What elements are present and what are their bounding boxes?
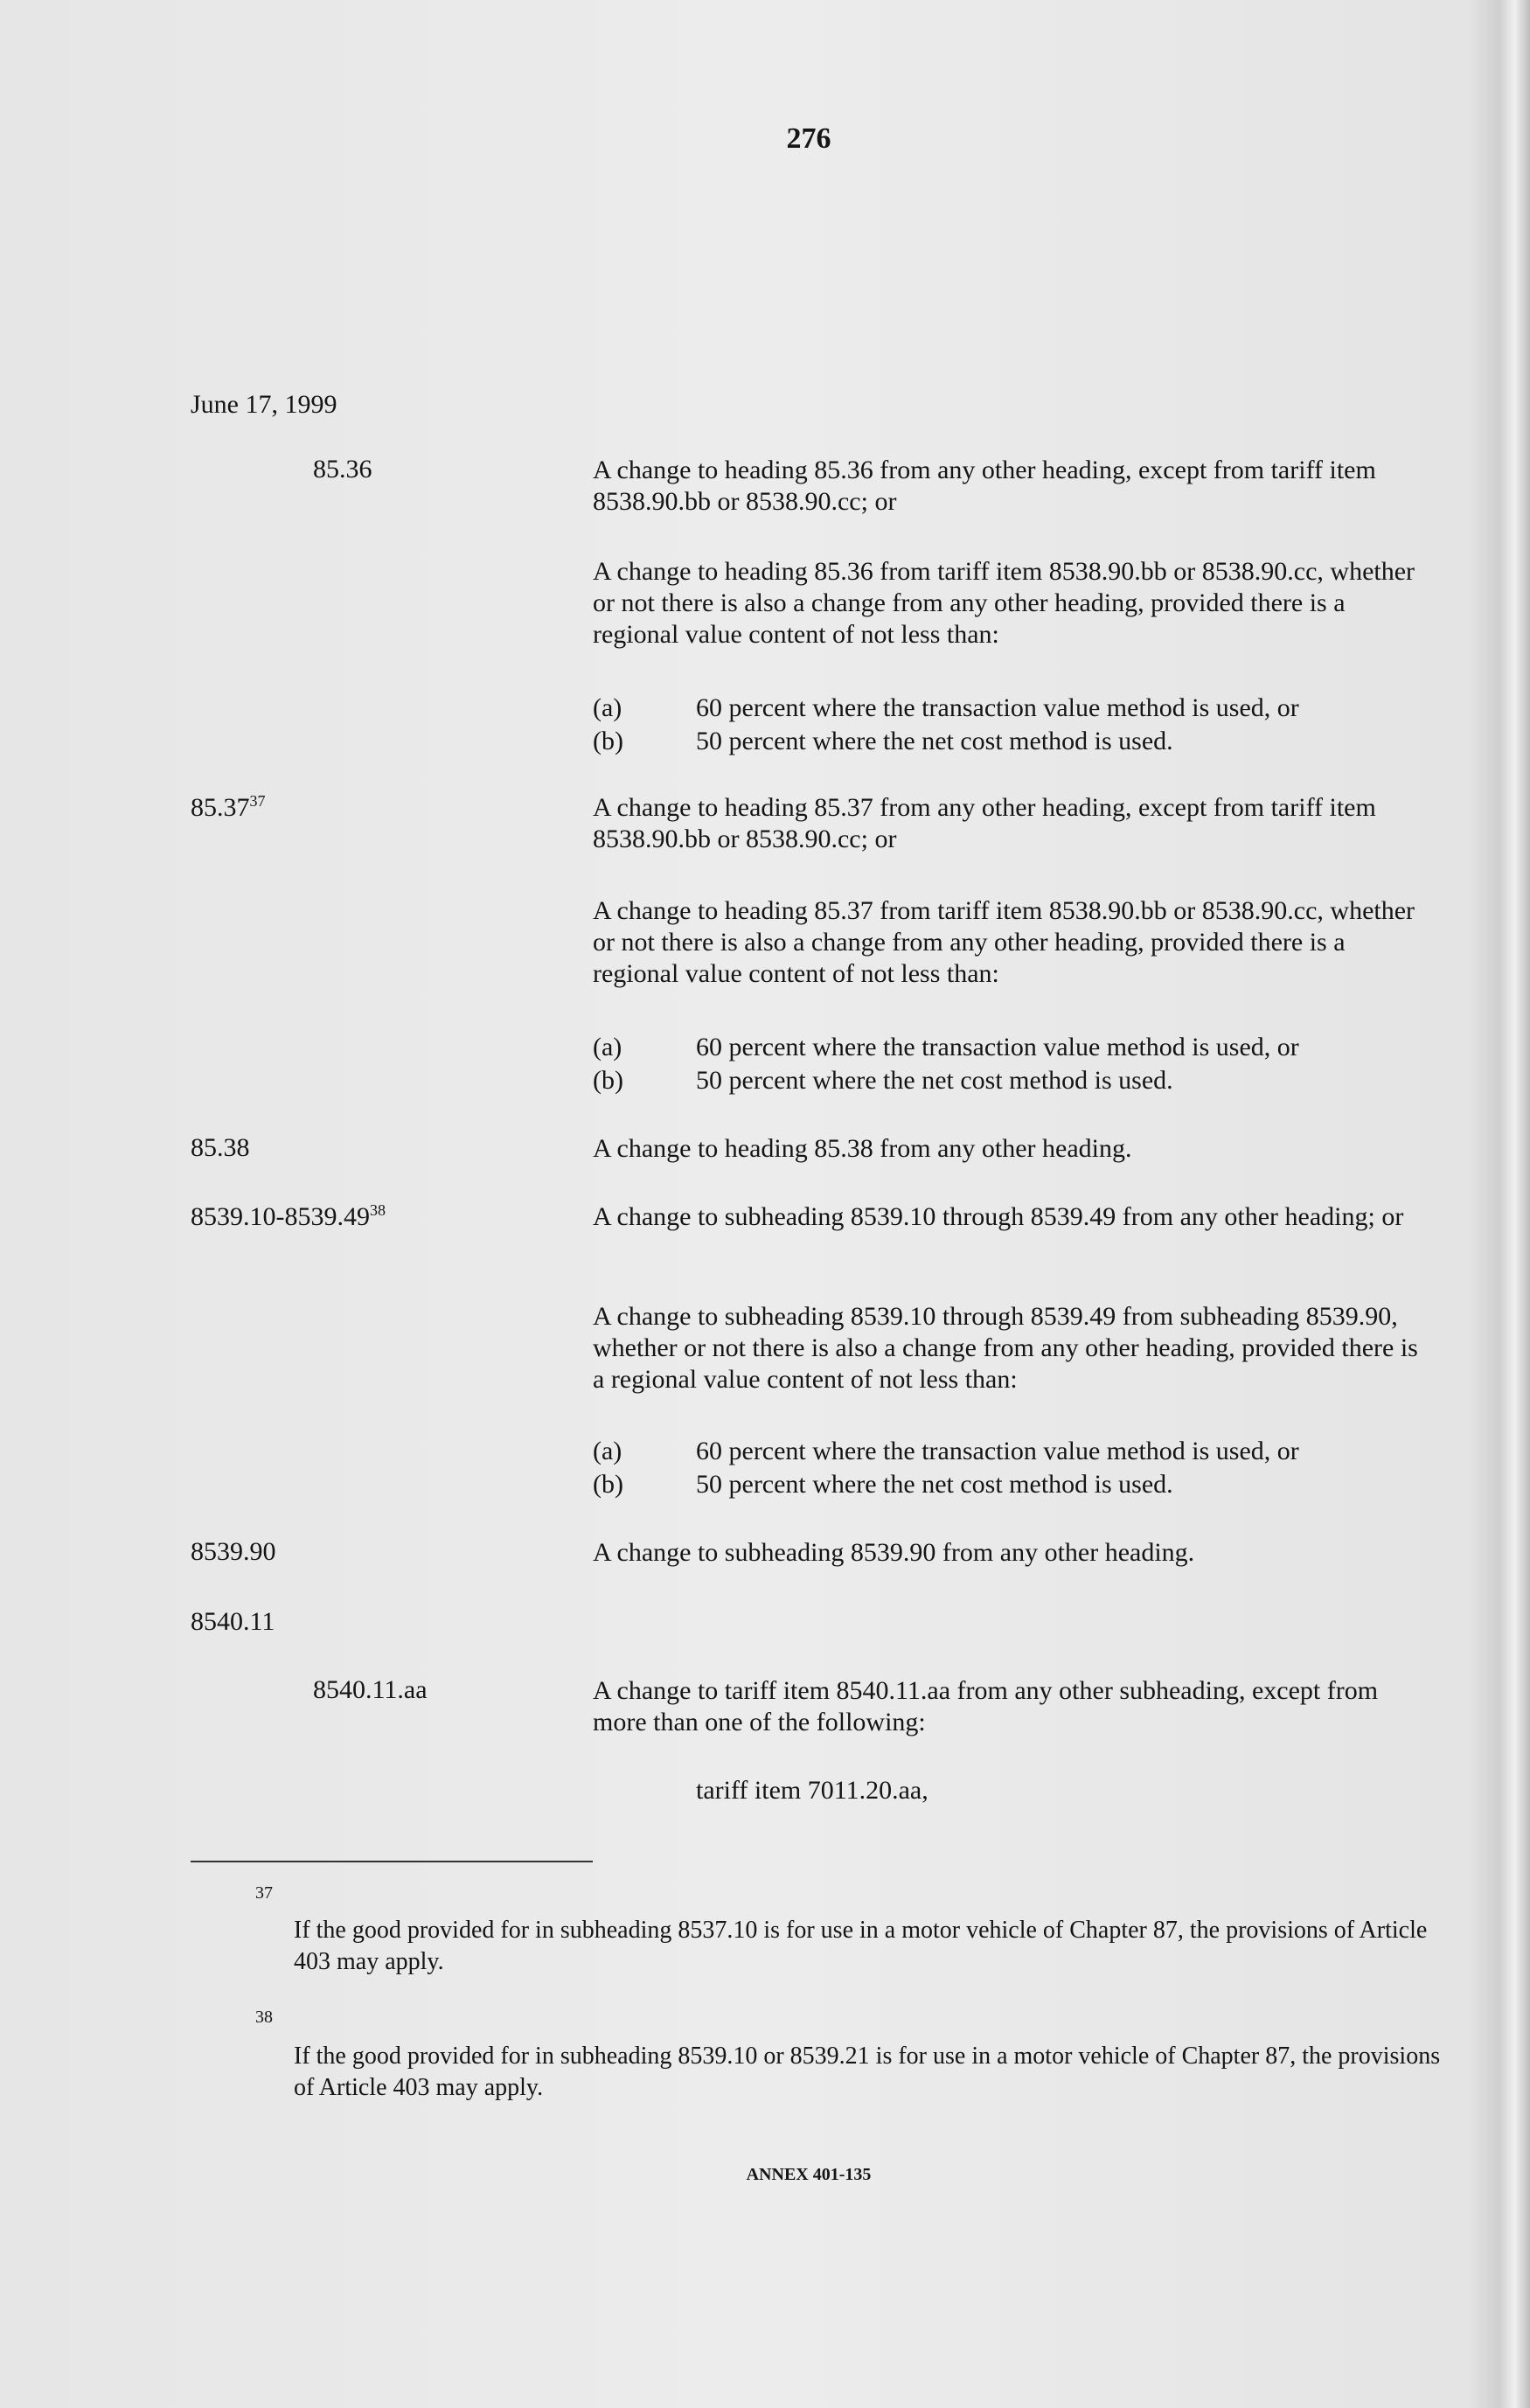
rule-text: A change to heading 85.36 from any other heading, except from tariff item 8538.90.bb or 8538.90.cc; or	[593, 456, 1376, 516]
rule-text: A change to heading 85.36 from tariff item 8538.90.bb or 8538.90.cc, whether or not there is also a change from any other heading, provided there is a regional value content of not less than:	[593, 557, 1415, 649]
document-date: June 17, 1999	[191, 390, 337, 419]
annex-label: ANNEX 401-135	[746, 2165, 872, 2184]
footnote-text: If the good provided for in subheading 8539.10 or 8539.21 is for use in a motor vehicle of Chapter 87, the provisions of Article 403 may apply.	[294, 2043, 1441, 2101]
tariff-code-85-36: 85.36	[313, 455, 372, 484]
tariff-code-85-37: 85.37$^{37}$	[191, 792, 266, 822]
tariff-code-8539-90: 8539.90	[191, 1537, 276, 1566]
rule-text: A change to subheading 8539.10 through 8539.49 from subheading 8539.90, whether or not there is also a change from any other heading, provided there is a regional value content of not less than:	[593, 1302, 1418, 1394]
rule-text: A change to heading 85.38 from any other heading.	[593, 1134, 1132, 1163]
tariff-code-85-38: 85.38	[191, 1133, 250, 1162]
tariff-code-8539-10-8539-49: 8539.10-8539.49$^{38}$	[191, 1201, 386, 1231]
tariff-code-8540-11: 8540.11	[191, 1607, 275, 1636]
rule-text: A change to tariff item 8540.11.aa from any other subheading, except from more than one of the following:	[593, 1676, 1379, 1736]
page-number: 276	[786, 122, 831, 155]
footnote-separator	[191, 1861, 593, 1862]
rule-text: A change to heading 85.37 from tariff item 8538.90.bb or 8538.90.cc, whether or not there is also a change from any other heading, provided there is a regional value content of not less than:	[593, 896, 1415, 988]
tariff-code-8540-11-aa: 8540.11.aa	[313, 1675, 428, 1704]
rule-text: A change to subheading 8539.90 from any other heading.	[593, 1538, 1195, 1567]
rule-text: A change to subheading 8539.10 through 8539.49 from any other heading; or	[593, 1202, 1404, 1231]
footnote-ref: 38	[370, 1201, 386, 1219]
footnote-ref: 37	[249, 792, 266, 810]
rule-text: A change to heading 85.37 from any other heading, except from tariff item 8538.90.bb or 8538.90.cc; or	[593, 793, 1376, 853]
footnote-number: 38	[255, 2008, 273, 2027]
footnote-text: If the good provided for in subheading 8537.10 is for use in a motor vehicle of Chapter 87, the provisions of Article 403 may apply.	[294, 1917, 1428, 1975]
document-page: 276 June 17, 1999 85.36 A change to heading 85.36 from any other heading, except from tariff item 8538.90.bb or 8538.90.cc; or A change to heading 85.36 from tariff item 8538.90.bb or 8538.90.cc, whether or not there is also a change from any other heading, provided there is a regional value content of not less than: (a) 60 percent where the transaction value method is used, or (b) 50 percent where the net cost method is used. 85.37$^{37}$ A change to heading 85.37 from any other heading, except from tariff item 8538.90.bb or 8538.90.cc; or A change to heading 85.37 from tariff item 8538.90.bb or 8538.90.cc, whether or not there is also a change from any other heading, provided there is a regional value content of not less than: (a) 60 percent where the transaction value method is used, or (b) 50 percent where the net cost method is used. 85.38 A change to heading 85.38 from any other heading. 8539.10-8539.49$^{38}$ A change to subheading 8539.10 through 8539.49 from any other heading; or A change to subheading 8539.10 through 8539.49 from subheading 8539.90, whether or not there is also a change from any other heading, provided there is a regional value content of not less than: (a) 60 percent where the transaction value method is used, or (b) 50 percent where the net cost method is used. 8539.90 A change to subheading 8539.90 from any other heading. 8540.11 8540.11.aa A change to tariff item 8540.11.aa from any other subheading, except from more than one of the following: tariff item 7011.20.aa, 37 If the good provided for in subheading 8537.10 is for use in a motor vehicle of Chapter 87, the provisions of Article 403 may apply. 38 If the good provided for in subheading 8539.10 or 8539.21 is for use in a motor vehicle of Chapter 87, the provisions of Article 403 may apply. ANNEX 401-135	[0, 0, 1530, 2408]
footnote-number: 37	[255, 1883, 273, 1903]
